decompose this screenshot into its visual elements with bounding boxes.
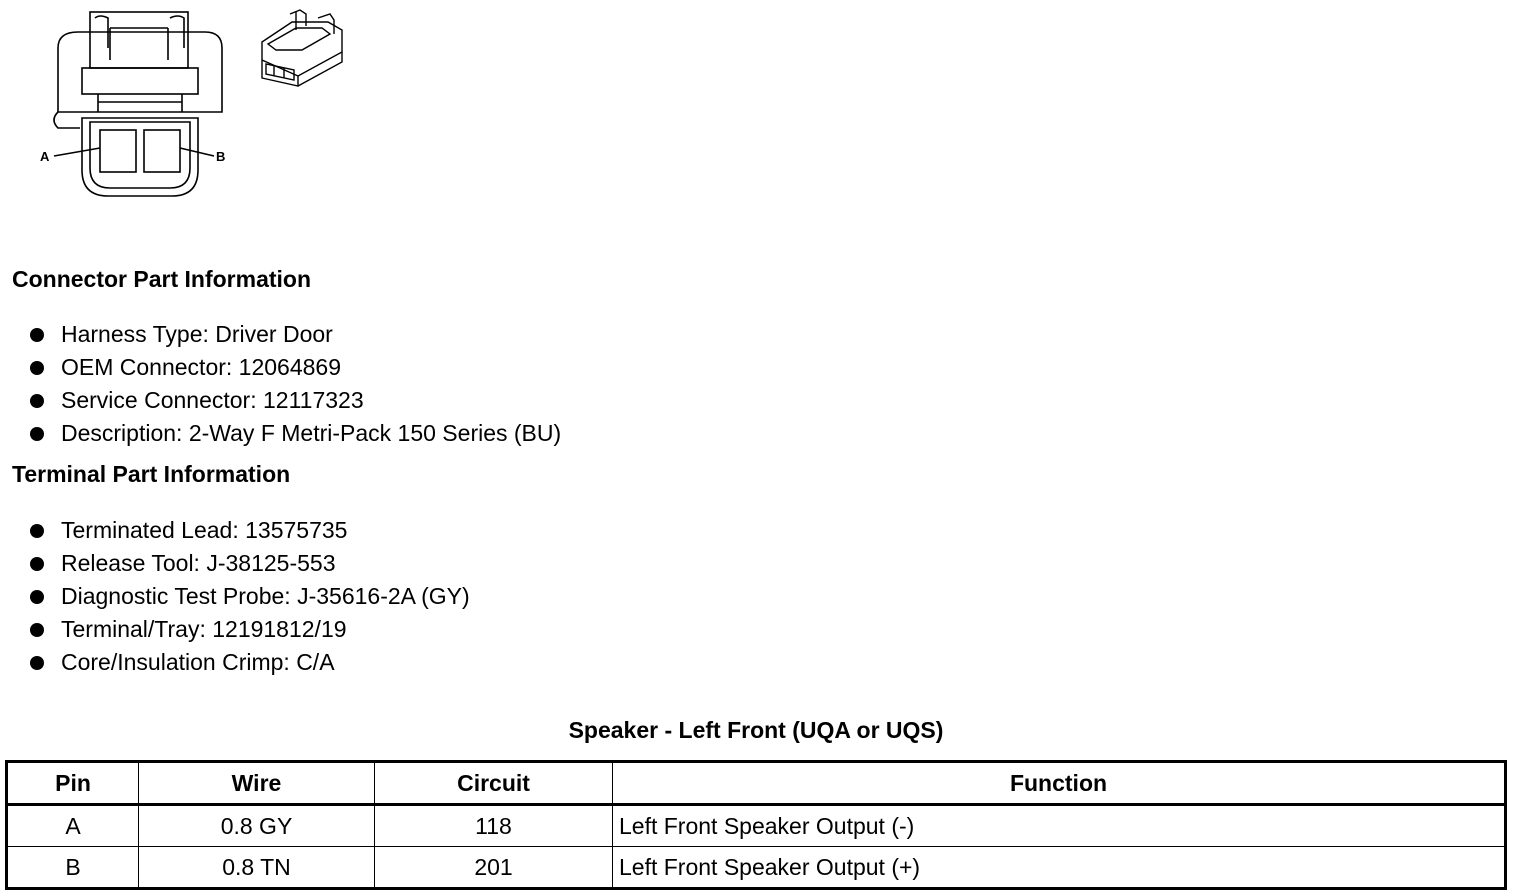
bullet-icon [30,623,44,637]
bullet-icon [30,427,44,441]
column-header-wire: Wire [139,762,375,805]
bullet-icon [30,656,44,670]
terminal-part-info-heading: Terminal Part Information [12,461,291,487]
column-header-circuit: Circuit [375,762,613,805]
table-row [7,847,1506,889]
cell-circuit: 118 [375,805,613,847]
bullet-icon [30,328,44,342]
bullet-icon [30,557,44,571]
cell-pin: A [7,805,139,847]
cell-function: Left Front Speaker Output (+) [613,847,1506,889]
bullet-icon [30,361,44,375]
list-item: Description: 2-Way F Metri-Pack 150 Series (BU) [28,417,561,450]
column-header-pin: Pin [7,762,139,805]
connector-diagram [0,0,380,210]
pin-cavity-a [100,130,136,172]
list-item: Release Tool: J-38125-553 [28,547,470,580]
table-row [7,805,1506,847]
column-header-function: Function [613,762,1506,805]
list-item: Core/Insulation Crimp: C/A [28,646,470,679]
table-header-row [7,762,1506,805]
table-title: Speaker - Left Front (UQA or UQS) [568,717,944,743]
list-item: Harness Type: Driver Door [28,318,561,351]
connector-part-info-list [28,318,561,450]
list-item: Terminal/Tray: 12191812/19 [28,613,470,646]
pin-cavity-b [144,130,180,172]
connector-isometric [262,10,342,86]
pin-label-a: A [40,149,50,164]
cell-wire: 0.8 TN [139,847,375,889]
list-item: OEM Connector: 12064869 [28,351,561,384]
cell-function: Left Front Speaker Output (-) [613,805,1506,847]
connector-part-info-heading: Connector Part Information [12,266,312,292]
bullet-icon [30,524,44,538]
bullet-icon [30,590,44,604]
list-item: Service Connector: 12117323 [28,384,561,417]
list-item: Terminated Lead: 13575735 [28,514,470,547]
cell-circuit: 201 [375,847,613,889]
pin-label-b: B [216,149,226,164]
cell-pin: B [7,847,139,889]
connector-latch [90,12,188,68]
cell-wire: 0.8 GY [139,805,375,847]
pinout-table [5,760,1507,890]
terminal-part-info-list [28,514,470,679]
list-item: Diagnostic Test Probe: J-35616-2A (GY) [28,580,470,613]
bullet-icon [30,394,44,408]
